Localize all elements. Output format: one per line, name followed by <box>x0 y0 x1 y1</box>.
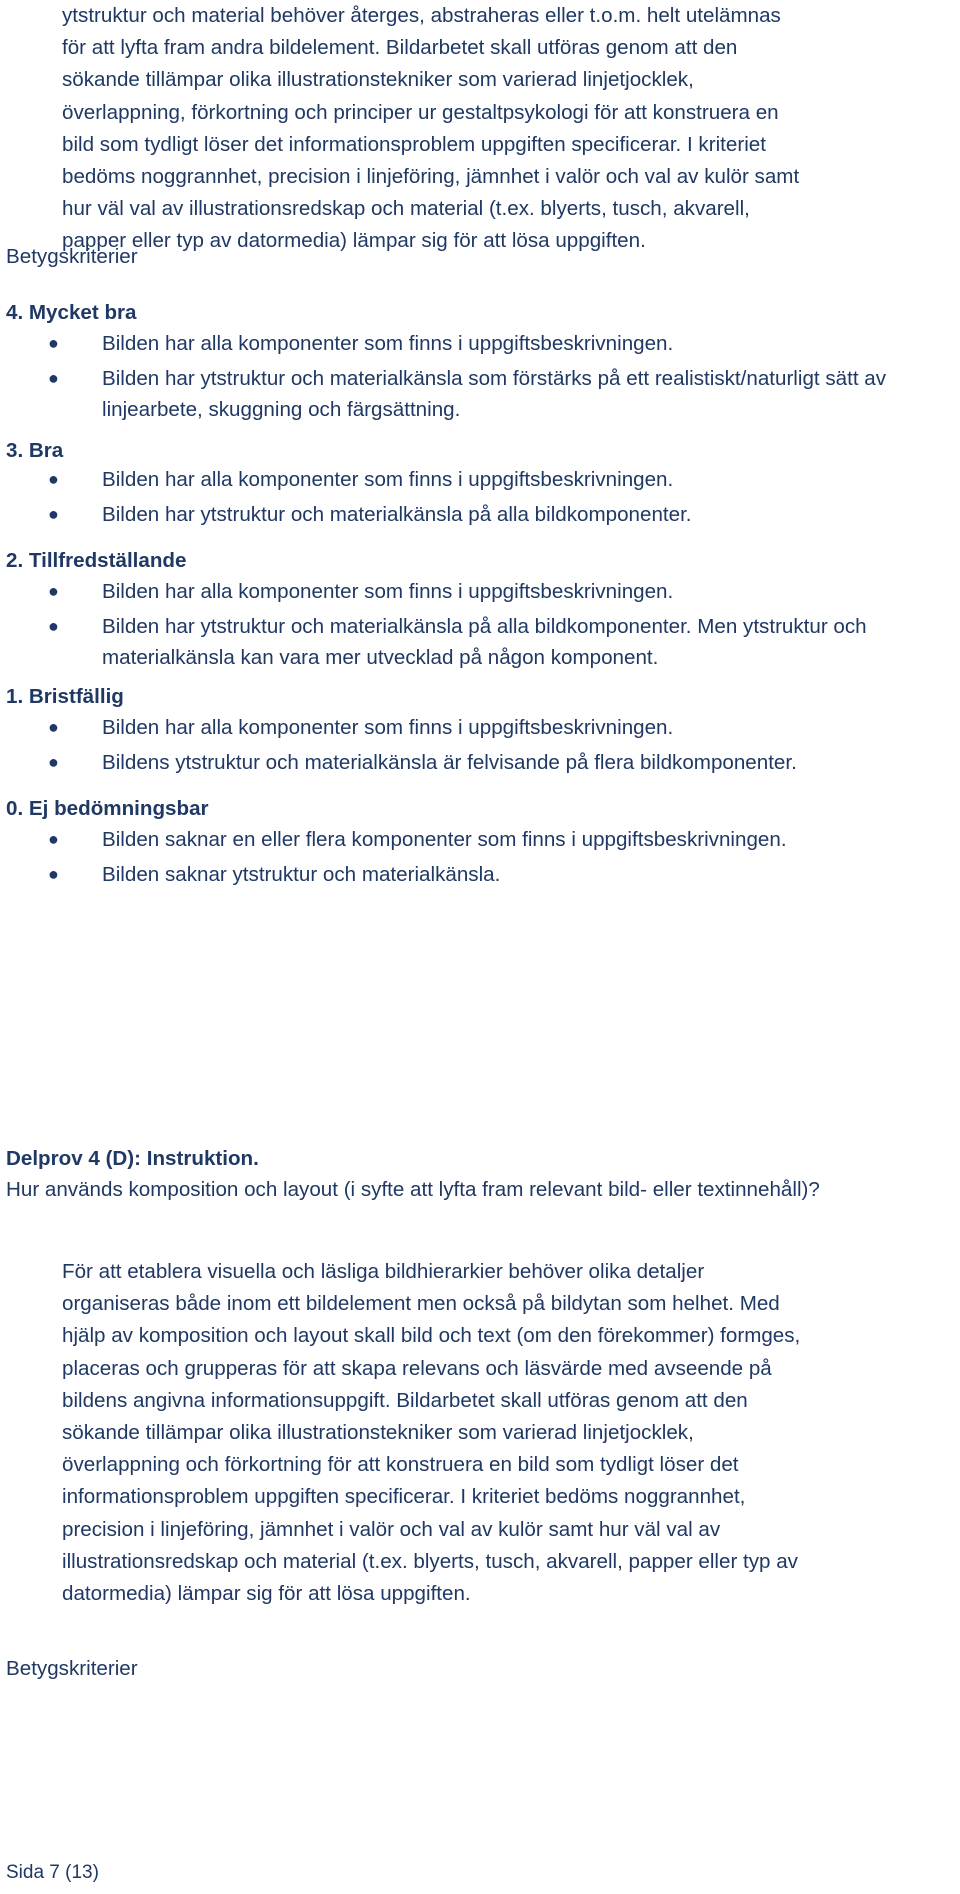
criterion-text: Bilden har alla komponenter som finns i uppgiftsbeskrivningen. <box>102 332 674 355</box>
body-line: informationsproblem uppgiften specificerar. I kriteriet bedöms noggrannhet, <box>62 1485 746 1509</box>
bullet-icon: ● <box>48 829 59 849</box>
delprov-paragraph <box>62 1256 958 1610</box>
intro-line-blue: bild som tydligt löser det informationsproblem uppgiften specificerar. <box>62 132 682 156</box>
intro-line: papper eller typ av datormedia) lämpar sig för att lösa uppgiften. <box>62 229 646 253</box>
section-title: Delprov 4 (D): Instruktion. <box>6 1147 259 1170</box>
body-line: precision i linjeföring, jämnhet i valör och val av kulör samt hur väl val av <box>62 1517 721 1541</box>
bullet-icon: ● <box>48 368 59 388</box>
criterion-text: Bilden saknar ytstruktur och materialkänsla. <box>102 863 501 886</box>
grade-label: 2. Tillfredställande <box>6 549 187 572</box>
body-line: hjälp av komposition och layout skall bild och text (om den förekommer) formges, <box>62 1324 801 1348</box>
section-question: Hur används komposition och layout (i syfte att lyfta fram relevant bild- eller textinnehåll)? <box>6 1178 820 1201</box>
body-line: överlappning och förkortning för att konstruera en bild som tydligt löser det <box>62 1453 739 1477</box>
grade-label: 4. Mycket bra <box>6 301 137 324</box>
intro-line: hur väl val av illustrationsredskap och material (t.ex. blyerts, tusch, akvarell, <box>62 197 750 221</box>
intro-line <box>62 129 958 161</box>
page-number: Sida 7 (13) <box>6 1862 99 1883</box>
body-line: För att etablera visuella och läsliga bildhierarkier behöver olika detaljer <box>62 1260 705 1283</box>
list-item <box>0 824 960 855</box>
bullet-icon: ● <box>48 864 59 884</box>
list-item <box>0 464 960 495</box>
bullet-icon: ● <box>48 333 59 353</box>
bullet-icon: ● <box>48 752 59 772</box>
criteria-heading: Betygskriterier <box>6 245 138 268</box>
bullet-icon: ● <box>48 469 59 489</box>
list-item <box>0 499 960 530</box>
criterion-text: Bilden har alla komponenter som finns i uppgiftsbeskrivningen. <box>102 580 674 603</box>
criterion-text: Bilden har ytstruktur och materialkänsla som förstärks på ett realistiskt/naturligt sätt av linjearbete, skuggning och färgsättning. <box>102 367 887 421</box>
bullet-icon: ● <box>48 504 59 524</box>
body-line: datormedia) lämpar sig för att lösa uppgiften. <box>62 1582 471 1606</box>
body-line: bildens angivna informationsuppgift. Bildarbetet skall utföras genom att den <box>62 1388 748 1412</box>
intro-line: överlappning, förkortning och principer ur gestaltpsykologi för att konstruera en <box>62 100 779 124</box>
criterion-text: Bilden har ytstruktur och materialkänsla på alla bildkomponenter. <box>102 503 692 526</box>
intro-line: för att lyfta fram andra bildelement. Bildarbetet skall utföras genom att den <box>62 36 738 60</box>
grade-criteria-list <box>0 464 960 534</box>
grade-criteria-list <box>0 712 960 782</box>
criterion-text: Bilden har alla komponenter som finns i uppgiftsbeskrivningen. <box>102 716 674 739</box>
criterion-text: Bildens ytstruktur och materialkänsla är felvisande på flera bildkomponenter. <box>102 751 797 774</box>
body-line: sökande tillämpar olika illustrationstekniker som varierad linjetjocklek, <box>62 1421 694 1445</box>
intro-line: sökande tillämpar olika illustrationstekniker som varierad linjetjocklek, <box>62 68 694 92</box>
list-item <box>0 747 960 778</box>
criterion-text: Bilden har ytstruktur och materialkänsla på alla bildkomponenter. Men ytstruktur och materialkänsla kan vara mer utvecklad på någon komponent. <box>102 615 867 669</box>
intro-paragraph <box>62 0 958 258</box>
criterion-text: Bilden har alla komponenter som finns i uppgiftsbeskrivningen. <box>102 468 674 491</box>
list-item <box>0 712 960 743</box>
grade-label: 3. Bra <box>6 439 64 462</box>
list-item <box>0 576 960 607</box>
grade-label: 0. Ej bedömningsbar <box>6 797 209 820</box>
criteria-heading: Betygskriterier <box>6 1657 138 1680</box>
grade-criteria-list <box>0 576 960 677</box>
intro-line-cont: I kriteriet <box>681 132 766 156</box>
body-line: placeras och grupperas för att skapa relevans och läsvärde med avseende på <box>62 1356 772 1380</box>
list-item <box>0 611 960 673</box>
grade-criteria-list <box>0 824 960 894</box>
body-line: organiseras både inom ett bildelement men också på bildytan som helhet. Med <box>62 1292 780 1316</box>
body-line: illustrationsredskap och material (t.ex. blyerts, tusch, akvarell, papper eller typ av <box>62 1549 798 1573</box>
list-item <box>0 328 960 359</box>
bullet-icon: ● <box>48 717 59 737</box>
intro-line: ytstruktur och material behöver återges, abstraheras eller t.o.m. helt utelämnas <box>62 4 781 27</box>
list-item <box>0 859 960 890</box>
list-item <box>0 363 960 425</box>
grade-criteria-list <box>0 328 960 429</box>
bullet-icon: ● <box>48 581 59 601</box>
grade-label: 1. Bristfällig <box>6 685 124 708</box>
criterion-text: Bilden saknar en eller flera komponenter som finns i uppgiftsbeskrivningen. <box>102 828 787 851</box>
intro-line: bedöms noggrannhet, precision i linjeföring, jämnhet i valör och val av kulör samt <box>62 165 800 189</box>
bullet-icon: ● <box>48 616 59 636</box>
